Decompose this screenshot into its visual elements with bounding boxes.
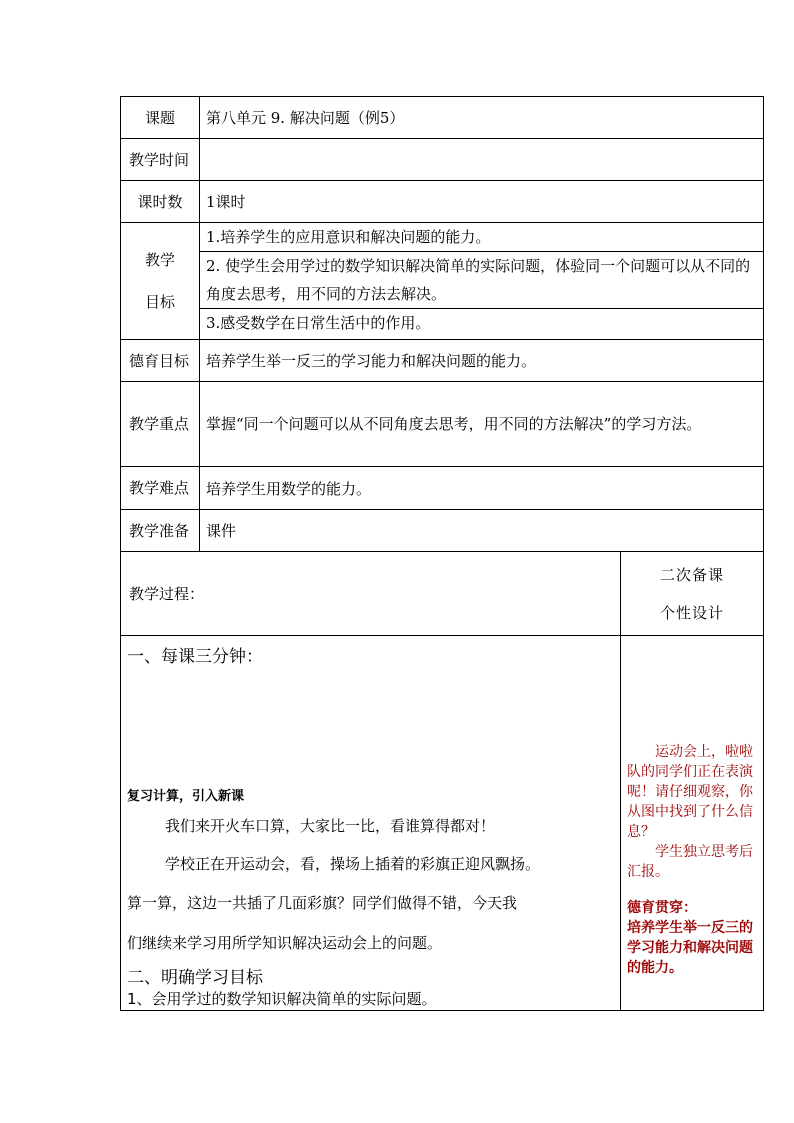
row-process: [121, 552, 764, 636]
goal-item: 1、会用学过的数学知识解决简单的实际问题。: [127, 990, 437, 1008]
side-notes: [621, 636, 764, 1011]
objectives-label-line1: 教学: [144, 251, 175, 269]
side-header-line1: 二次备课: [659, 565, 724, 584]
side-header: [621, 552, 764, 636]
difficult-label: 教学难点: [121, 467, 200, 510]
row-moral: [121, 340, 764, 382]
prep-value: 课件: [200, 510, 764, 552]
side-note-text: 运动会上，啦啦队的同学们正在表演呢！请仔细观察，你从图中找到了什么信息？: [627, 744, 753, 840]
moral-value: 培养学生举一反三的学习能力和解决问题的能力。: [200, 340, 764, 382]
difficult-value: 培养学生用数学的能力。: [200, 467, 764, 510]
row-objectives: [121, 223, 764, 340]
key-value: 掌握“同一个问题可以从不同角度去思考，用不同的方法解决”的学习方法。: [200, 382, 764, 467]
time-value: [200, 139, 764, 181]
side-header-line2: 个性设计: [659, 603, 724, 622]
row-key: [121, 382, 764, 467]
row-difficult: [121, 467, 764, 510]
process-label: 教学过程：: [121, 552, 621, 636]
row-prep: [121, 510, 764, 552]
process-body: [121, 636, 621, 1011]
objective-item: 2. 使学生会用学过的数学知识解决简单的实际问题，体验同一个问题可以从不同的角度去思考，用不同的方法去解决。: [200, 252, 763, 309]
side-note: [627, 742, 757, 882]
section-heading: 一、每课三分钟：: [127, 647, 263, 667]
moral-integration-title: 德育贯穿：: [627, 900, 697, 916]
key-label: 教学重点: [121, 382, 200, 467]
paragraph: 学校正在开运动会，看，操场上插着的彩旗正迎风飘扬。: [165, 855, 541, 873]
topic-label: 课题: [121, 97, 200, 139]
topic-value: 第八单元 9. 解决问题（例5）: [200, 97, 764, 139]
moral-integration-text: 培养学生举一反三的学习能力和解决问题的能力。: [627, 920, 753, 976]
row-time: [121, 139, 764, 181]
hours-value: 1课时: [200, 181, 764, 223]
paragraph: 我们来开火车口算，大家比一比，看谁算得都对！: [165, 817, 496, 835]
row-body: [121, 636, 764, 1011]
paragraph-continued: 们继续来学习用所学知识解决运动会上的问题。: [127, 934, 443, 952]
review-title: 复习计算，引入新课: [127, 789, 245, 804]
prep-label: 教学准备: [121, 510, 200, 552]
row-hours: [121, 181, 764, 223]
section-heading: 二、明确学习目标: [127, 968, 263, 988]
objectives-label: [121, 223, 200, 340]
paragraph-continued: 算一算，这边一共插了几面彩旗？同学们做得不错，今天我: [127, 894, 518, 912]
objectives-label-line2: 目标: [144, 293, 175, 311]
lesson-plan-sheet: [120, 96, 763, 1011]
hours-label: 课时数: [121, 181, 200, 223]
lesson-plan-table: [120, 96, 764, 1011]
objective-item: 3.感受数学在日常生活中的作用。: [206, 314, 431, 332]
moral-label: 德育目标: [121, 340, 200, 382]
objectives-content: [200, 223, 764, 340]
row-topic: [121, 97, 764, 139]
time-label: 教学时间: [121, 139, 200, 181]
side-note-text: 学生独立思考后汇报。: [627, 844, 753, 880]
objective-item: 1.培养学生的应用意识和解决问题的能力。: [200, 223, 763, 252]
